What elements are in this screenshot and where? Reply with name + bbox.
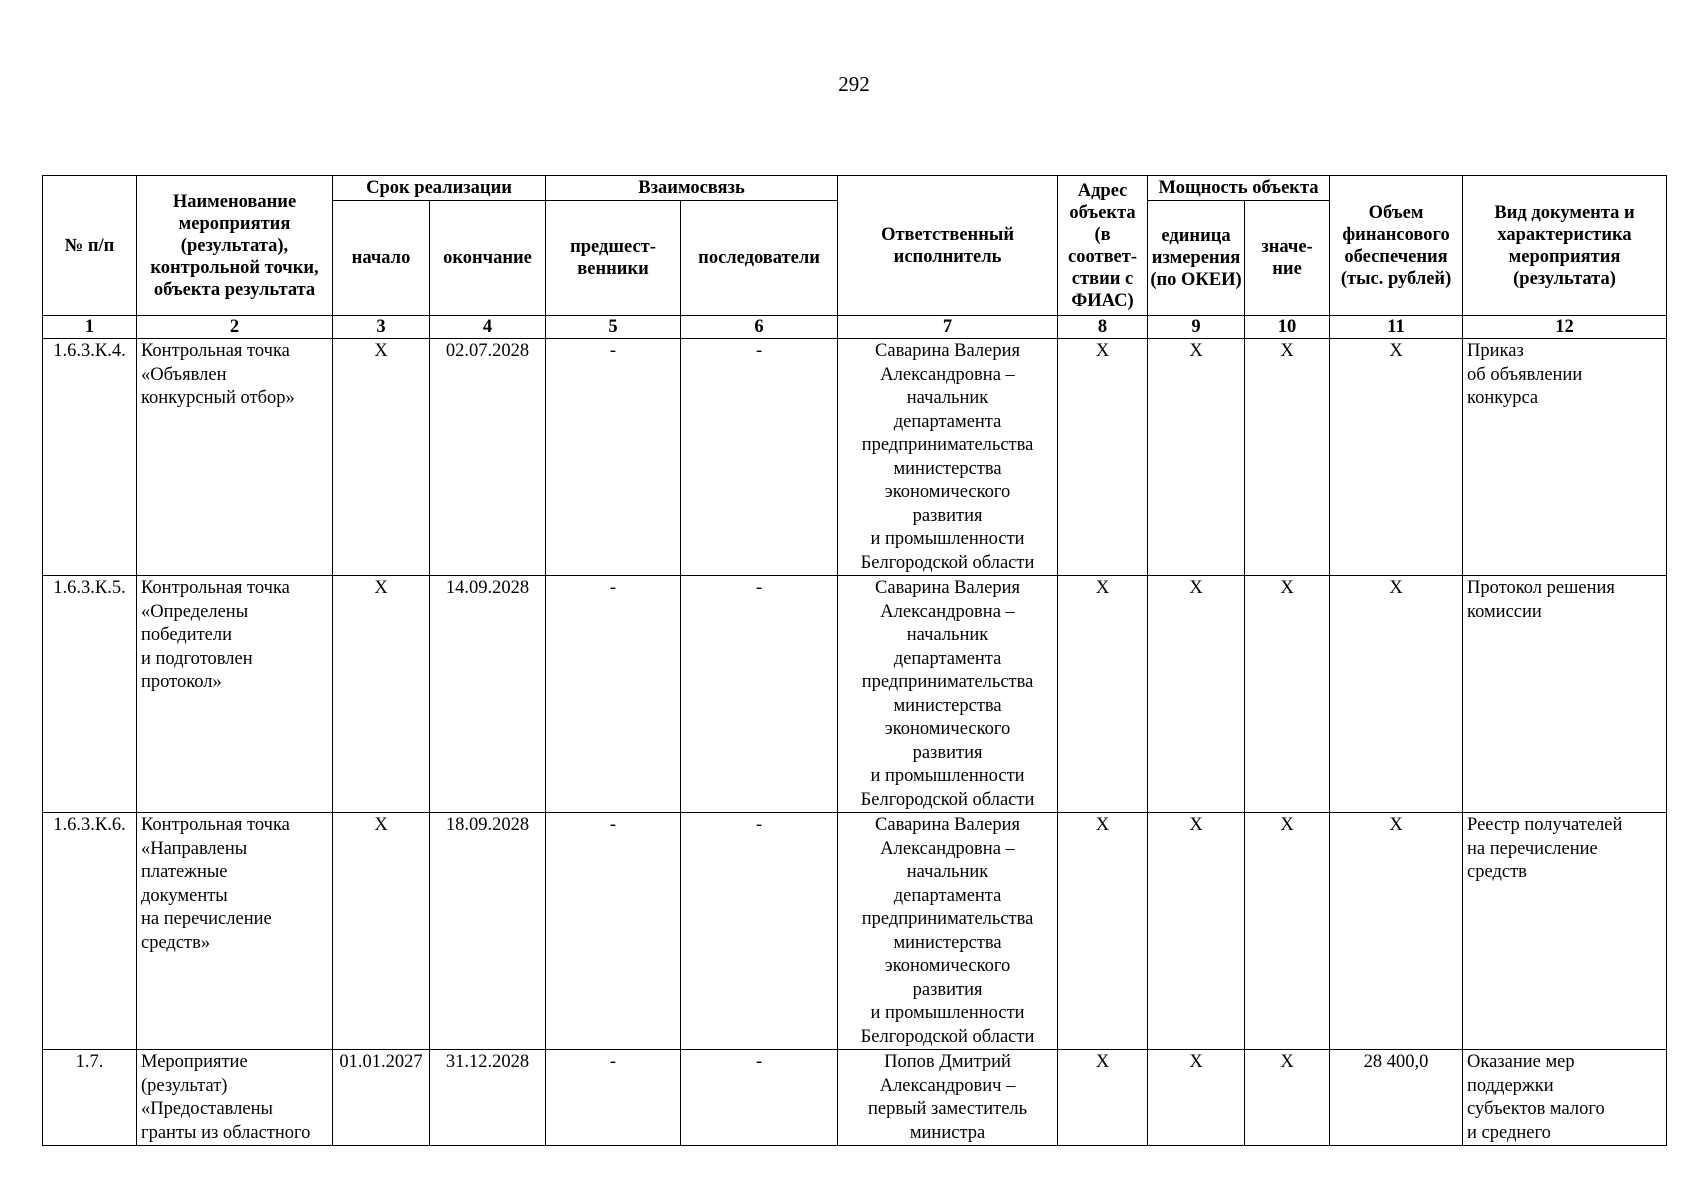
header-unit: единица измерения (по ОКЕИ): [1148, 201, 1245, 316]
cell-address: X: [1058, 576, 1148, 813]
cell-end: 31.12.2028: [430, 1050, 546, 1146]
table-row: [43, 1050, 1667, 1146]
cell-successors: -: [681, 576, 838, 813]
table-row: [43, 813, 1667, 1050]
header-responsible: Ответственный исполнитель: [838, 176, 1058, 316]
table-row: [43, 339, 1667, 576]
cell-num: 1.6.3.К.6.: [43, 813, 137, 1050]
header-group-capacity: Мощность объекта: [1148, 176, 1330, 201]
header-group-link: Взаимосвязь: [546, 176, 838, 201]
cell-end: 18.09.2028: [430, 813, 546, 1050]
cell-name: Мероприятие (результат) «Предоставлены гранты из областного: [137, 1050, 333, 1146]
cell-responsible: Попов Дмитрий Александрович – первый заместитель министра: [838, 1050, 1058, 1146]
cell-responsible: Саварина Валерия Александровна – начальник департамента предпринимательства министерства экономического развития и промышленности Белгородской области: [838, 813, 1058, 1050]
cell-financing: X: [1330, 339, 1463, 576]
cell-start: X: [333, 813, 430, 1050]
column-number: 7: [838, 316, 1058, 339]
cell-value: X: [1245, 339, 1330, 576]
header-successors: последователи: [681, 201, 838, 316]
cell-document: Реестр получателей на перечисление средств: [1463, 813, 1667, 1050]
cell-value: X: [1245, 813, 1330, 1050]
table-row: [43, 576, 1667, 813]
cell-num: 1.6.3.К.4.: [43, 339, 137, 576]
column-number: 11: [1330, 316, 1463, 339]
cell-num: 1.7.: [43, 1050, 137, 1146]
cell-end: 14.09.2028: [430, 576, 546, 813]
header-document: Вид документа и характеристика мероприятия (результата): [1463, 176, 1667, 316]
cell-unit: X: [1148, 339, 1245, 576]
cell-responsible: Саварина Валерия Александровна – начальник департамента предпринимательства министерства экономического развития и промышленности Белгородской области: [838, 576, 1058, 813]
cell-responsible: Саварина Валерия Александровна – начальник департамента предпринимательства министерства экономического развития и промышленности Белгородской области: [838, 339, 1058, 576]
column-number-row: [43, 316, 1667, 339]
cell-end: 02.07.2028: [430, 339, 546, 576]
header-num: № п/п: [43, 176, 137, 316]
column-number: 9: [1148, 316, 1245, 339]
cell-financing: X: [1330, 813, 1463, 1050]
cell-predecessors: -: [546, 1050, 681, 1146]
cell-document: Приказ об объявлении конкурса: [1463, 339, 1667, 576]
cell-unit: X: [1148, 813, 1245, 1050]
header-start: начало: [333, 201, 430, 316]
cell-financing: 28 400,0: [1330, 1050, 1463, 1146]
cell-name: Контрольная точка «Определены победители и подготовлен протокол»: [137, 576, 333, 813]
column-number: 1: [43, 316, 137, 339]
cell-num: 1.6.3.К.5.: [43, 576, 137, 813]
cell-document: Протокол решения комиссии: [1463, 576, 1667, 813]
cell-successors: -: [681, 1050, 838, 1146]
header-name: Наименование мероприятия (результата), контрольной точки, объекта результата: [137, 176, 333, 316]
plan-table: [42, 175, 1667, 1146]
cell-unit: X: [1148, 576, 1245, 813]
cell-predecessors: -: [546, 576, 681, 813]
header-end: окончание: [430, 201, 546, 316]
cell-successors: -: [681, 339, 838, 576]
header-predecessors: предшест-венники: [546, 201, 681, 316]
cell-financing: X: [1330, 576, 1463, 813]
column-number: 12: [1463, 316, 1667, 339]
header-value: значе-ние: [1245, 201, 1330, 316]
cell-predecessors: -: [546, 339, 681, 576]
cell-name: Контрольная точка «Направлены платежные документы на перечисление средств»: [137, 813, 333, 1050]
cell-successors: -: [681, 813, 838, 1050]
cell-address: X: [1058, 813, 1148, 1050]
cell-start: X: [333, 339, 430, 576]
cell-start: X: [333, 576, 430, 813]
column-number: 10: [1245, 316, 1330, 339]
header-financing: Объем финансового обеспечения (тыс. рублей): [1330, 176, 1463, 316]
column-number: 4: [430, 316, 546, 339]
cell-address: X: [1058, 339, 1148, 576]
cell-unit: X: [1148, 1050, 1245, 1146]
header-group-term: Срок реализации: [333, 176, 546, 201]
cell-value: X: [1245, 576, 1330, 813]
column-number: 3: [333, 316, 430, 339]
column-number: 5: [546, 316, 681, 339]
cell-start: 01.01.2027: [333, 1050, 430, 1146]
page-number: 292: [838, 72, 870, 96]
cell-value: X: [1245, 1050, 1330, 1146]
cell-document: Оказание мер поддержки субъектов малого и среднего: [1463, 1050, 1667, 1146]
cell-address: X: [1058, 1050, 1148, 1146]
column-number: 8: [1058, 316, 1148, 339]
column-number: 2: [137, 316, 333, 339]
cell-name: Контрольная точка «Объявлен конкурсный отбор»: [137, 339, 333, 576]
cell-predecessors: -: [546, 813, 681, 1050]
column-number: 6: [681, 316, 838, 339]
header-address: Адрес объекта (в соответ-ствии с ФИАС): [1058, 176, 1148, 316]
